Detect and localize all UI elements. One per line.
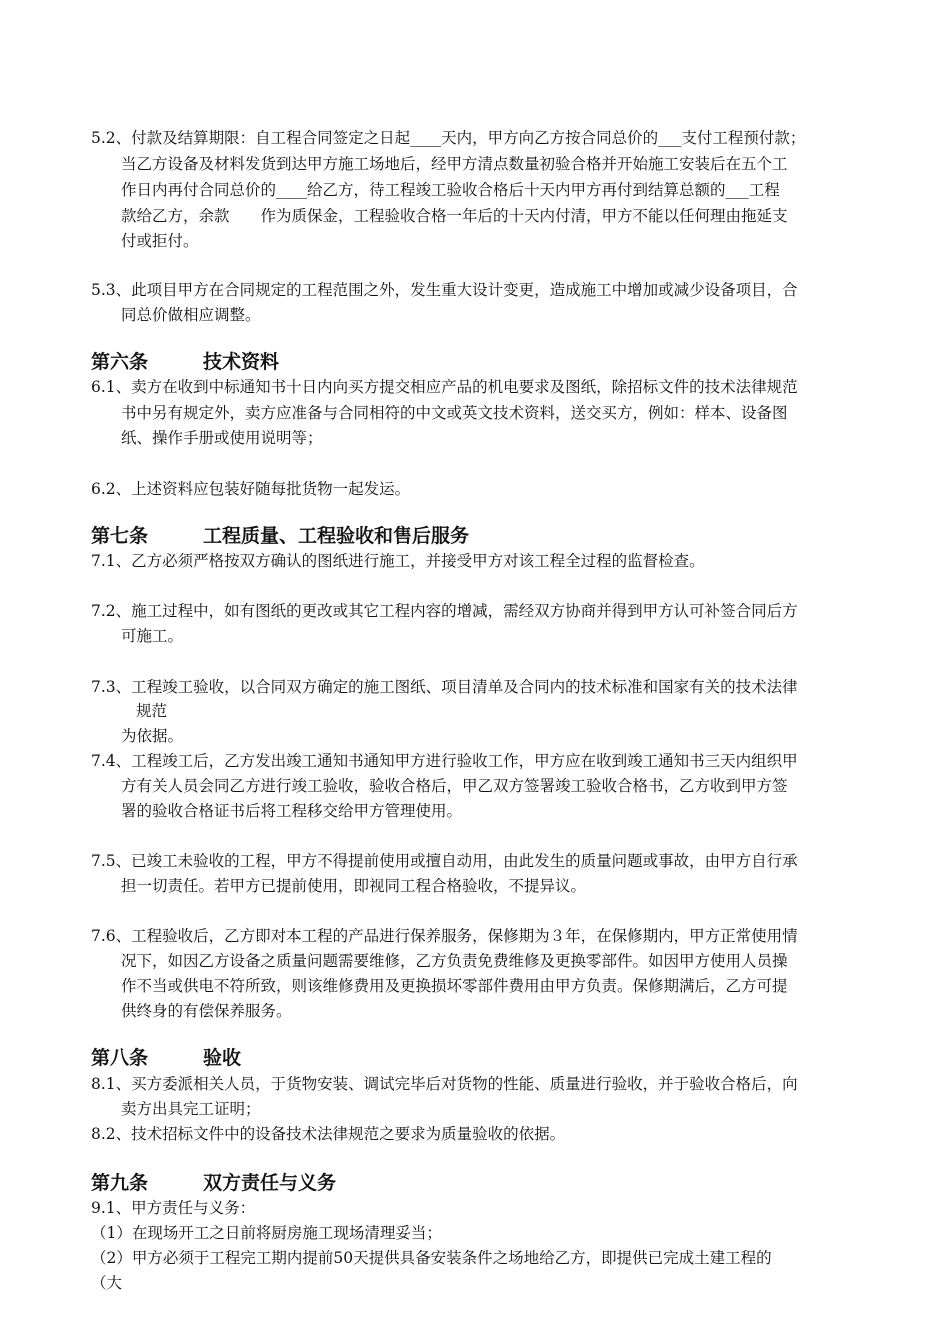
clause-6-1-line-1: 6.1、卖方在收到中标通知书十日内向买方提交相应产品的机电要求及图纸，除招标文件的技术法律规范 xyxy=(91,378,798,396)
clause-7-2-line-1: 7.2、施工过程中，如有图纸的更改或其它工程内容的增减，需经双方协商并得到甲方认可补签合同后方 xyxy=(91,602,798,620)
clause-7-3-line-1: 7.3、工程竣工验收，以合同双方确定的施工图纸、项目清单及合同内的技术标准和国家有关的技术法律 xyxy=(91,678,798,696)
clause-6-2: 6.2、上述资料应包装好随每批货物一起发运。 xyxy=(91,480,411,498)
clause-7-6-line-2: 况下，如因乙方设备之质量问题需要维修，乙方负责免费维修及更换零部件。如因甲方使用人员操 xyxy=(121,952,788,970)
clause-5-3-line-2: 同总价做相应调整。 xyxy=(121,306,261,324)
clause-7-6-line-4: 供终身的有偿保养服务。 xyxy=(121,1002,292,1020)
clause-7-4-line-2: 方有关人员会同乙方进行竣工验收，验收合格后，甲乙双方签署竣工验收合格书，乙方收到甲方签 xyxy=(121,777,788,795)
clause-5-2-line-5: 付或拒付。 xyxy=(121,232,199,250)
article-6-number: 第六条 xyxy=(91,351,149,373)
clause-9-1-item-2-line-2: （大 xyxy=(91,1274,123,1292)
clause-7-3-line-2: 规范 xyxy=(136,702,168,720)
clause-6-1-line-2: 书中另有规定外，卖方应准备与合同相符的中文或英文技术资料，送交买方，例如：样本、设备图 xyxy=(121,404,788,422)
clause-7-4-line-1: 7.4、工程竣工后，乙方发出竣工通知书通知甲方进行验收工作，甲方应在收到竣工通知书三天内组织甲 xyxy=(91,752,798,770)
clause-9-1-item-1: （1）在现场开工之日前将厨房施工现场清理妥当； xyxy=(91,1224,442,1242)
clause-5-2-line-2: 当乙方设备及材料发货到达甲方施工场地后，经甲方清点数量初验合格并开始施工安装后在五个工 xyxy=(121,155,788,173)
article-8-heading xyxy=(91,1046,241,1070)
clause-9-1-item-2-line-1: （2）甲方必须于工程完工期内提前50天提供具备安装条件之场地给乙方，即提供已完成土建工程的 xyxy=(91,1249,772,1267)
article-8-number: 第八条 xyxy=(91,1047,149,1069)
article-7-number: 第七条 xyxy=(91,525,149,547)
clause-7-5-line-1: 7.5、已竣工未验收的工程，甲方不得提前使用或擅自动用，由此发生的质量问题或事故，由甲方自行承 xyxy=(91,852,798,870)
clause-7-5-line-2: 担一切责任。若甲方已提前使用，即视同工程合格验收，不提异议。 xyxy=(121,877,587,895)
clause-7-6-line-1: 7.6、工程验收后，乙方即对本工程的产品进行保养服务，保修期为３年，在保修期内，甲方正常使用情 xyxy=(91,927,798,945)
clause-5-2-line-4: 款给乙方，余款 作为质保金，工程验收合格一年后的十天内付清，甲方不能以任何理由拖延支 xyxy=(121,207,788,225)
clause-7-1: 7.1、乙方必须严格按双方确认的图纸进行施工，并接受甲方对该工程全过程的监督检查。 xyxy=(91,552,705,570)
article-9-heading xyxy=(91,1171,336,1195)
article-6-title: 技术资料 xyxy=(203,351,280,373)
clause-9-1: 9.1、甲方责任与义务： xyxy=(91,1199,256,1217)
clause-5-2-line-1: 5.2、付款及结算期限：自工程合同签定之日起____天内，甲方向乙方按合同总价的___支付工程预付款； xyxy=(91,129,806,147)
article-6-heading xyxy=(91,350,279,374)
clause-8-2: 8.2、技术招标文件中的设备技术法律规范之要求为质量验收的依据。 xyxy=(91,1125,566,1143)
clause-8-1-line-2: 卖方出具完工证明； xyxy=(121,1100,261,1118)
article-7-heading xyxy=(91,524,469,548)
clause-5-3-line-1: 5.3、此项目甲方在合同规定的工程范围之外，发生重大设计变更，造成施工中增加或减少设备项目，合 xyxy=(91,281,798,299)
clause-7-4-line-3: 署的验收合格证书后将工程移交给甲方管理使用。 xyxy=(121,802,463,820)
clause-8-1-line-1: 8.1、买方委派相关人员，于货物安装、调试完毕后对货物的性能、质量进行验收，并于验收合格后，向 xyxy=(91,1075,798,1093)
clause-7-6-line-3: 作不当或供电不符所致，则该维修费用及更换损坏零部件费用由甲方负责。保修期满后，乙方可提 xyxy=(121,977,788,995)
clause-7-2-line-2: 可施工。 xyxy=(121,627,184,645)
article-7-title: 工程质量、工程验收和售后服务 xyxy=(203,525,470,547)
clause-7-3-line-3: 为依据。 xyxy=(121,727,184,745)
article-9-number: 第九条 xyxy=(91,1172,149,1194)
article-9-title: 双方责任与义务 xyxy=(203,1172,337,1194)
clause-5-2-line-3: 作日内再付合同总价的____给乙方，待工程竣工验收合格后十天内甲方再付到结算总额的___工程 xyxy=(121,181,780,199)
article-8-title: 验收 xyxy=(203,1047,242,1069)
clause-6-1-line-3: 纸、操作手册或使用说明等； xyxy=(121,429,323,447)
